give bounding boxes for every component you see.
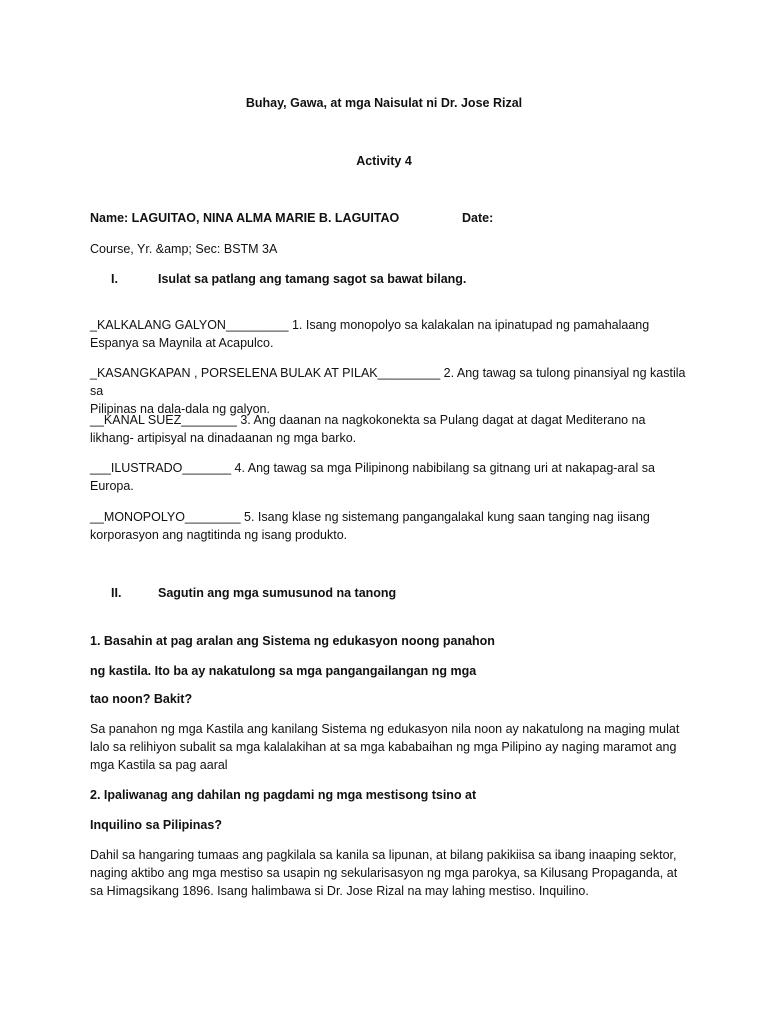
question-text: ___ILUSTRADO_______ 4. Ang tawag sa mga Pilipinong nabibilang sa gitnang uri at nakapag-aral sa: [90, 461, 655, 475]
question-item-4: [90, 459, 690, 495]
course-field: Course, Yr. &amp; Sec: BSTM 3A: [90, 242, 278, 256]
question-text-cont: Europa.: [90, 479, 134, 494]
activity-title: Activity 4: [356, 154, 412, 168]
document-title: Buhay, Gawa, at mga Naisulat ni Dr. Jose Rizal: [245, 96, 523, 110]
question-item-1: [90, 316, 690, 352]
date-field: Date:: [462, 211, 494, 225]
question-item-3: [90, 411, 690, 447]
question-text: _KASANGKAPAN , PORSELENA BULAK AT PILAK_________ 2. Ang tawag sa tulong pinansiyal ng kastila sa: [90, 366, 686, 399]
answer-1: [90, 720, 690, 774]
answer-line: Sa panahon ng mga Kastila ang kanilang Sistema ng edukasyon nila noon ay nakatulong na maging mulat: [90, 722, 680, 736]
question-text: __MONOPOLYO________ 5. Isang klase ng sistemang pangangalakal kung saan tanging nag iisang: [90, 510, 650, 524]
question-1-line: tao noon? Bakit?: [90, 692, 193, 706]
question-text-cont: likhang- artipisyal na dinadaanan ng mga barko.: [90, 431, 357, 446]
answer-line: Dahil sa hangaring tumaas ang pagkilala sa kanila sa lipunan, at bilang pakikiisa sa ibang inaaping sektor,: [90, 848, 677, 862]
question-text: _KALKALANG GALYON_________ 1. Isang monopolyo sa kalakalan na ipinatupad ng pamahalaang: [90, 318, 650, 332]
answer-line: sa Himagsikang 1896. Isang halimbawa si Dr. Jose Rizal na may lahing mestiso. Inquilino.: [90, 884, 589, 899]
question-text-cont: korporasyon ang nagtitinda ng isang produkto.: [90, 528, 348, 543]
answer-line: naging aktibo ang mga mestiso sa usapin ng sekularisasyon ng mga parokya, sa Kilusang Propaganda, at: [90, 866, 678, 881]
question-2-line: Inquilino sa Pilipinas?: [90, 818, 222, 832]
answer-line: mga Kastila sa pag aaral: [90, 758, 228, 773]
section2-numeral: II.: [111, 586, 122, 600]
section2-heading: Sagutin ang mga sumusunod na tanong: [158, 586, 397, 600]
section1-numeral: I.: [111, 272, 118, 286]
question-2-line: 2. Ipaliwanag ang dahilan ng pagdami ng mga mestisong tsino at: [90, 788, 477, 802]
question-item-5: [90, 508, 690, 544]
question-1-line: ng kastila. Ito ba ay nakatulong sa mga pangangailangan ng mga: [90, 664, 477, 678]
answer-2: [90, 846, 690, 900]
answer-line: lalo sa relihiyon subalit sa mga kalalakihan at sa mga kababaihan ng mga Pilipino ay naging maramot ang: [90, 740, 677, 755]
name-field: Name: LAGUITAO, NINA ALMA MARIE B. LAGUITAO: [90, 211, 400, 225]
question-text-cont: Espanya sa Maynila at Acapulco.: [90, 336, 274, 351]
question-text: __KANAL SUEZ________ 3. Ang daanan na nagkokonekta sa Pulang dagat at dagat Mediterano na: [90, 413, 646, 427]
question-text-cont: Pilipinas na dala-dala ng galyon.: [90, 402, 270, 417]
question-1-line: 1. Basahin at pag aralan ang Sistema ng edukasyon noong panahon: [90, 634, 495, 648]
section1-heading: Isulat sa patlang ang tamang sagot sa bawat bilang.: [158, 272, 467, 286]
